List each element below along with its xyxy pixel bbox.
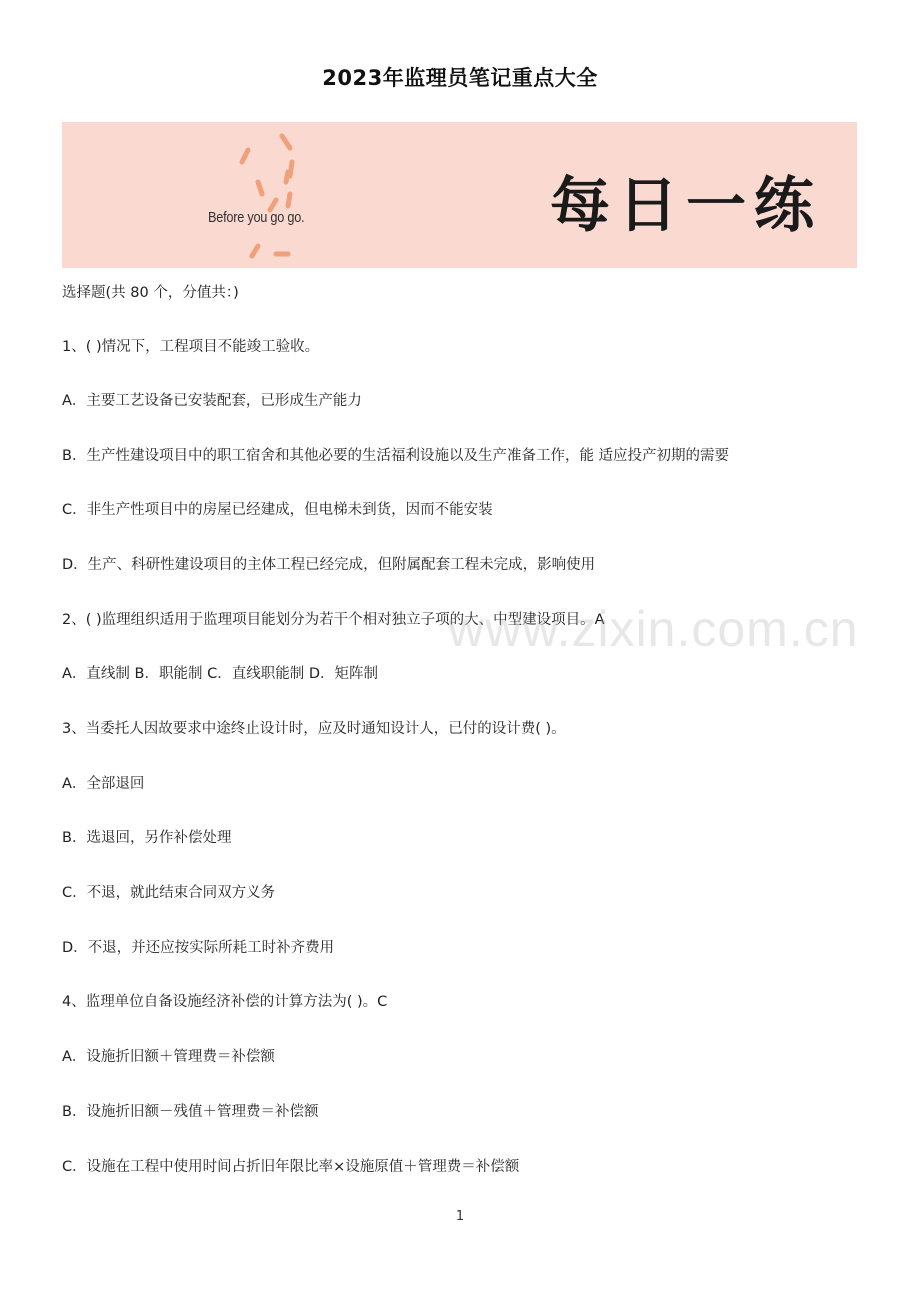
question-4-option-c: C．设施在工程中使用时间占折旧年限比率×设施原值＋管理费＝补偿额 bbox=[62, 1159, 520, 1175]
question-4-option-b: B．设施折旧额－残值＋管理费＝补偿额 bbox=[62, 1104, 319, 1120]
question-1: 1、( )情况下，工程项目不能竣工验收。 bbox=[62, 339, 320, 355]
question-1-option-c: C．非生产性项目中的房屋已经建成，但电梯未到货，因而不能安装 bbox=[62, 502, 493, 518]
section-header: 选择题(共 80 个，分值共：) bbox=[62, 285, 239, 301]
daily-practice-banner bbox=[62, 122, 857, 268]
page-title: 2023年监理员笔记重点大全 bbox=[322, 66, 598, 90]
question-4-option-a: A．设施折旧额＋管理费＝补偿额 bbox=[62, 1049, 275, 1065]
page-number: 1 bbox=[455, 1209, 465, 1224]
question-3-option-b: B．选退回，另作补偿处理 bbox=[62, 830, 232, 846]
question-3-option-d: D．不退，并还应按实际所耗工时补齐费用 bbox=[62, 940, 335, 956]
banner-chinese-title: 每日一练 bbox=[550, 171, 822, 241]
question-3-option-c: C．不退，就此结束合同双方义务 bbox=[62, 885, 276, 901]
question-1-option-a: A．主要工艺设备已安装配套，已形成生产能力 bbox=[62, 393, 362, 409]
question-3: 3、当委托人因故要求中途终止设计时，应及时通知设计人，已付的设计费( )。 bbox=[62, 721, 566, 737]
question-2: 2、( )监理组织适用于监理项目能划分为若干个相对独立子项的大、中型建设项目。A bbox=[62, 612, 605, 628]
question-1-option-d: D．生产、科研性建设项目的主体工程已经完成，但附属配套工程未完成，影响使用 bbox=[62, 557, 596, 573]
question-2-options: A．直线制 B．职能制 C．直线职能制 D．矩阵制 bbox=[62, 666, 378, 682]
site-watermark: www.zixin.com.cn bbox=[448, 601, 859, 657]
question-3-option-a: A．全部退回 bbox=[62, 776, 145, 792]
question-4: 4、监理单位自备设施经济补偿的计算方法为( )。C bbox=[62, 994, 388, 1010]
banner-english-text: Before you go go. bbox=[208, 209, 305, 226]
question-1-option-b: B．生产性建设项目中的职工宿舍和其他必要的生活福利设施以及生产准备工作，能 适应投产初期的需要 bbox=[62, 448, 730, 464]
